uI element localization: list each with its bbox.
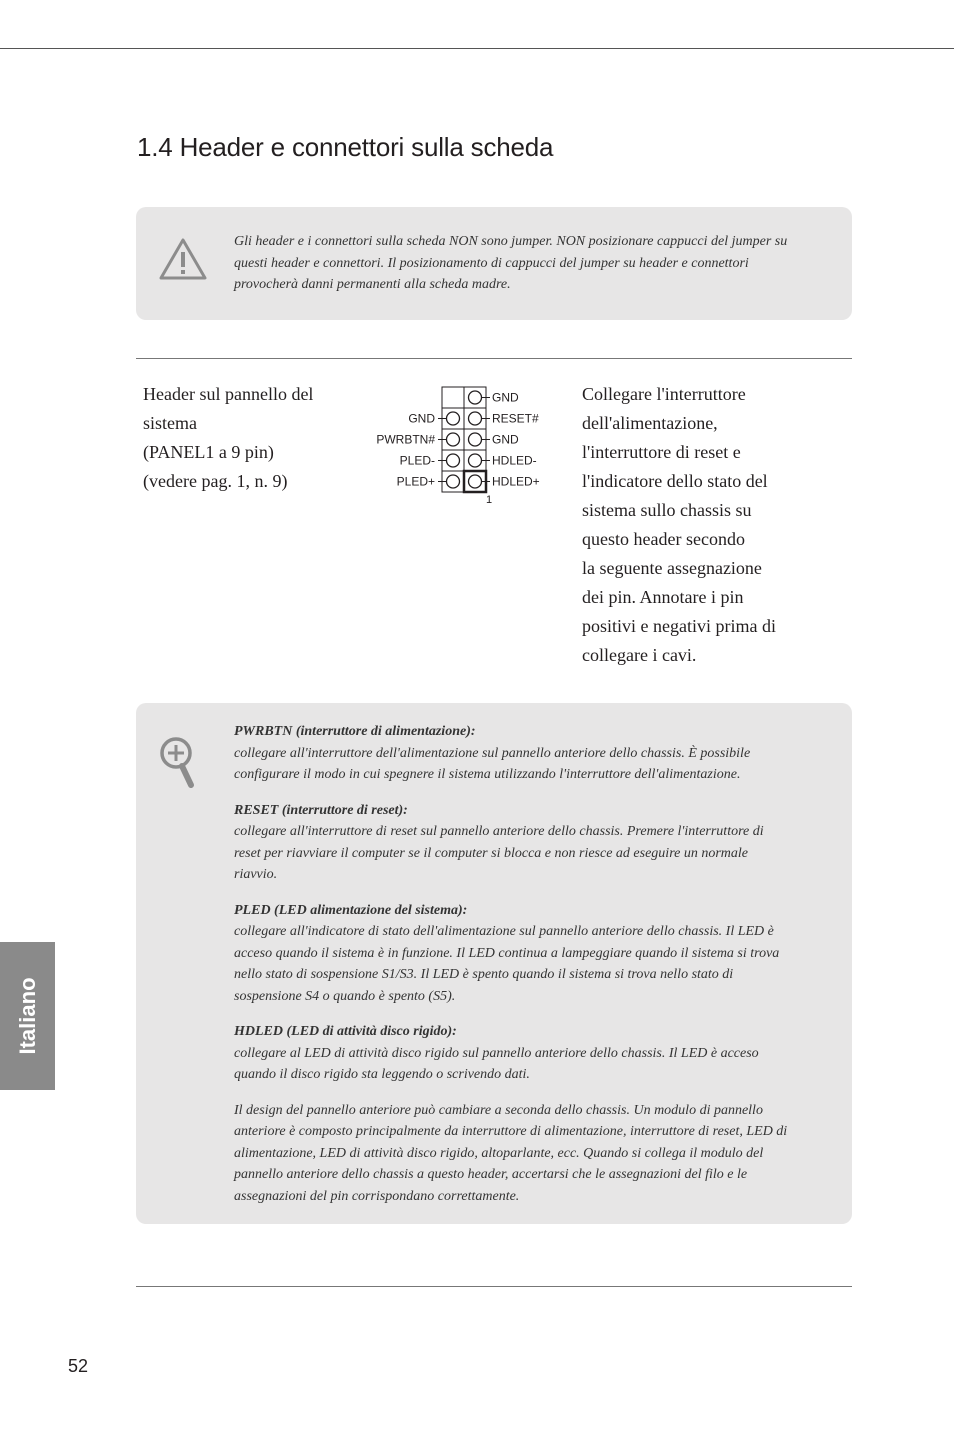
info-closing: Il design del pannello anteriore può cambiare a seconda dello chassis. Un modulo di pannello anteriore è composto principalmente da interruttore di alimentazione, interruttore di reset, LED di alimentazione, LED di attività disco rigido, altoparlante, ecc. Quando si collega il modulo del pannello anteriore dello chassis a questo header, accertarsi che le assegnazioni del filo e le assegnazioni del pin corrispondano correttamente.	[234, 1102, 788, 1204]
info-heading: PLED (LED alimentazione del sistema):	[234, 902, 468, 918]
info-item	[234, 800, 789, 886]
language-tab-label: Italiano	[14, 977, 40, 1055]
info-item	[234, 900, 789, 1008]
warning-triangle-icon	[158, 237, 208, 281]
info-content	[234, 721, 789, 1221]
section-title: 1.4 Header e connettori sulla scheda	[137, 132, 554, 162]
pin-label-left: GND	[408, 411, 435, 426]
info-heading: PWRBTN (interruttore di alimentazione):	[234, 724, 476, 739]
warning-text: Gli header e i connettori sulla scheda NON sono jumper. NON posizionare cappucci del jumper su questi header e connettori. Il posizionamento di cappucci del jumper su header e connettori provocherà danni permanenti alla scheda madre.	[234, 234, 788, 292]
info-body: collegare all'indicatore di stato dell'alimentazione sul pannello anteriore dello chassis. Il LED è acceso quando il sistema è in funzione. Il LED continua a lampeggiare quando il sistema si trova nello stato di sospensione S1/S3. Il LED è spento quando il sistema si trova nello stato di sospensione S4 o quando è spento (S5).	[234, 924, 780, 1004]
info-item	[234, 1021, 789, 1086]
header-label-line: Header sul pannello del	[143, 384, 314, 404]
header-description	[582, 380, 822, 670]
description-line: la seguente assegnazione	[582, 558, 762, 578]
info-body: collegare all'interruttore di reset sul pannello anteriore dello chassis. Premere l'interruttore di reset per riavviare il computer se il computer si blocca e non riesce ad eseguire un normale riavvio.	[234, 824, 764, 882]
description-line: dell'alimentazione,	[582, 413, 718, 433]
description-line: l'indicatore dello stato del	[582, 471, 768, 491]
description-line: Collegare l'interruttore	[582, 384, 746, 404]
info-box	[136, 703, 852, 1224]
warning-box	[136, 207, 852, 320]
info-body: collegare al LED di attività disco rigido sul pannello anteriore dello chassis. Il LED è acceso quando il disco rigido sta leggendo o scrivendo dati.	[234, 1045, 759, 1082]
pin-label-right: GND	[492, 432, 519, 447]
magnifier-plus-icon	[156, 735, 200, 791]
section-divider	[136, 358, 852, 359]
info-body: collegare all'interruttore dell'alimentazione sul pannello anteriore dello chassis. È possibile configurare il modo in cui spegnere il sistema utilizzando l'interruttore dell'alimentazione.	[234, 745, 751, 782]
description-line: sistema sullo chassis su	[582, 500, 752, 520]
header-label	[143, 380, 313, 496]
header-label-line: (vedere pag. 1, n. 9)	[143, 471, 288, 491]
pin1-marker: 1	[486, 494, 493, 506]
header-label-line: (PANEL1 a 9 pin)	[143, 442, 274, 462]
panel1-pin-diagram	[360, 383, 550, 508]
pin-label-left: PLED-	[399, 453, 435, 468]
pin-label-left: PWRBTN#	[376, 432, 435, 447]
info-heading: HDLED (LED di attività disco rigido):	[234, 1024, 457, 1039]
info-heading: RESET (interruttore di reset):	[234, 802, 408, 818]
top-rule	[0, 48, 954, 49]
language-tab	[0, 942, 55, 1090]
description-line: l'interruttore di reset e	[582, 442, 741, 462]
description-line: collegare i cavi.	[582, 645, 697, 665]
pin-label-right: HDLED+	[492, 474, 540, 489]
header-label-line: sistema	[143, 413, 197, 433]
description-line: positivi e negativi prima di	[582, 616, 776, 636]
page-number: 52	[68, 1356, 89, 1376]
bottom-divider	[136, 1286, 852, 1287]
description-line: dei pin. Annotare i pin	[582, 587, 744, 607]
pin-label-left: PLED+	[396, 474, 435, 489]
pin-label-right: GND	[492, 390, 519, 405]
info-item	[234, 721, 789, 786]
pin-label-right: RESET#	[492, 411, 539, 426]
pin-label-right: HDLED-	[492, 453, 537, 468]
description-line: questo header secondo	[582, 529, 745, 549]
